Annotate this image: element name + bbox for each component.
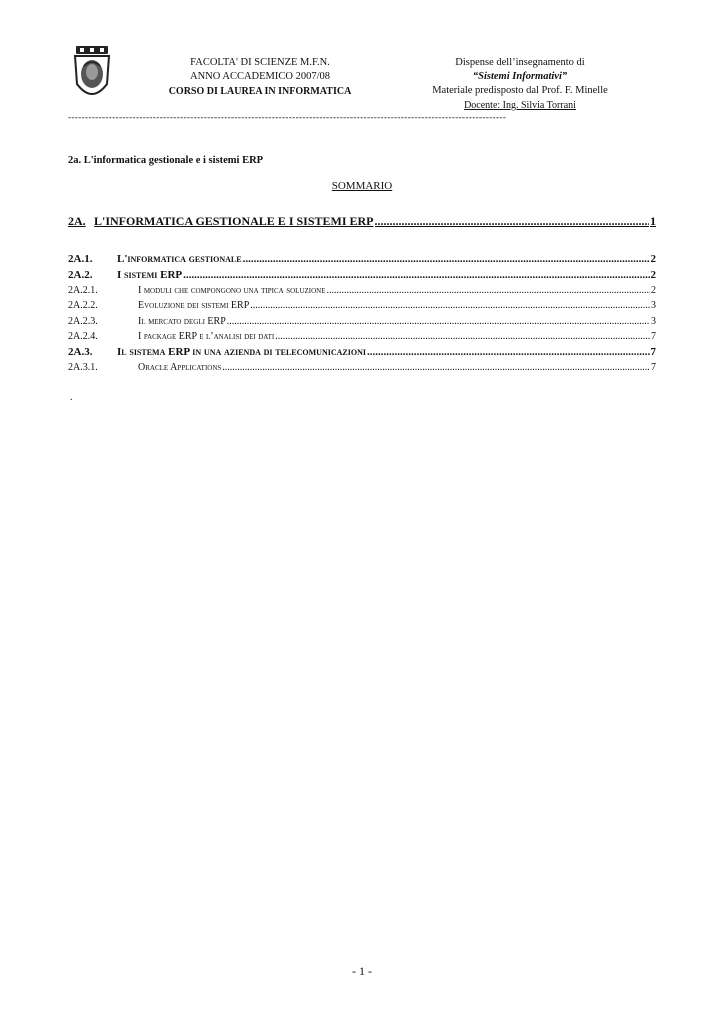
university-seal-logo: [70, 44, 114, 106]
toc-entry[interactable]: [68, 331, 656, 342]
toc-number: 2A.3.: [68, 346, 93, 358]
toc-title: Evoluzione dei sistemi ERP: [138, 300, 250, 311]
toc-leader: [243, 253, 650, 265]
toc-page: 7: [651, 362, 656, 373]
section-title: 2a. L'informatica gestionale e i sistemi ERP: [68, 155, 264, 166]
stray-dot: .: [70, 392, 73, 403]
header-separator: ---------------------------------------------------------------------------------------------------------------------------------: [68, 112, 507, 122]
course-notes-label: Dispense dell’insegnamento di: [455, 57, 585, 68]
toc-title: L'INFORMATICA GESTIONALE E I SISTEMI ERP: [94, 214, 374, 228]
toc-page: 2: [650, 269, 656, 281]
course-name: “Sistemi Informativi”: [472, 71, 568, 82]
toc-title: I moduli che compongono una tipica soluzione: [138, 285, 326, 296]
toc-page: 7: [650, 346, 656, 358]
toc-leader: [375, 214, 649, 229]
toc-leader: [250, 300, 650, 311]
teacher: Docente: Ing. Silvia Torrani: [464, 100, 576, 111]
toc-entry[interactable]: [68, 300, 656, 311]
toc-page: 3: [651, 316, 656, 327]
toc-number: 2A.2.1.: [68, 285, 98, 296]
toc-page: 7: [651, 331, 656, 342]
degree-course: CORSO DI LAUREA IN INFORMATICA: [168, 86, 352, 97]
toc-title: I sistemi ERP: [117, 269, 183, 281]
page-number: - 1 -: [352, 964, 372, 978]
toc-number: 2A.2.2.: [68, 300, 98, 311]
toc-page: 2: [651, 285, 656, 296]
header-right: [410, 56, 630, 113]
toc-page: 1: [650, 214, 656, 228]
toc-leader: [275, 331, 650, 342]
toc-leader: [227, 316, 650, 327]
toc-number: 2A.2.4.: [68, 331, 98, 342]
toc-title: Il mercato degli ERP: [138, 316, 226, 327]
prepared-by: Materiale predisposto dal Prof. F. Minelle: [432, 85, 608, 96]
toc-title: I package ERP e l’analisi dei dati: [138, 331, 275, 342]
toc-title: Il sistema ERP in una azienda di telecomunicazioni: [117, 346, 366, 358]
toc-title: Oracle Applications: [138, 362, 222, 373]
toc-entry[interactable]: [68, 346, 656, 358]
toc-entry[interactable]: [68, 214, 656, 229]
toc-entry[interactable]: [68, 316, 656, 327]
toc-number: 2A.2.: [68, 269, 93, 281]
toc-title: L'informatica gestionale: [117, 253, 242, 265]
toc-entry[interactable]: [68, 253, 656, 265]
toc-number: 2A.1.: [68, 253, 93, 265]
toc-number: 2A.2.3.: [68, 316, 98, 327]
faculty-name: FACOLTA' DI SCIENZE M.F.N.: [190, 57, 330, 68]
toc-number: 2A.: [68, 214, 86, 228]
toc-entry[interactable]: [68, 269, 656, 281]
toc-leader: [367, 346, 650, 358]
toc-number: 2A.3.1.: [68, 362, 98, 373]
toc-leader: [222, 362, 650, 373]
toc-leader: [327, 285, 651, 296]
header-left: [150, 56, 370, 99]
academic-year: ANNO ACCADEMICO 2007/08: [189, 71, 330, 82]
sommario-heading: SOMMARIO: [331, 180, 393, 192]
toc-page: 3: [651, 300, 656, 311]
toc-entry[interactable]: [68, 285, 656, 296]
toc-page: 2: [650, 253, 656, 265]
toc-entry[interactable]: [68, 362, 656, 373]
toc-leader: [183, 269, 649, 281]
